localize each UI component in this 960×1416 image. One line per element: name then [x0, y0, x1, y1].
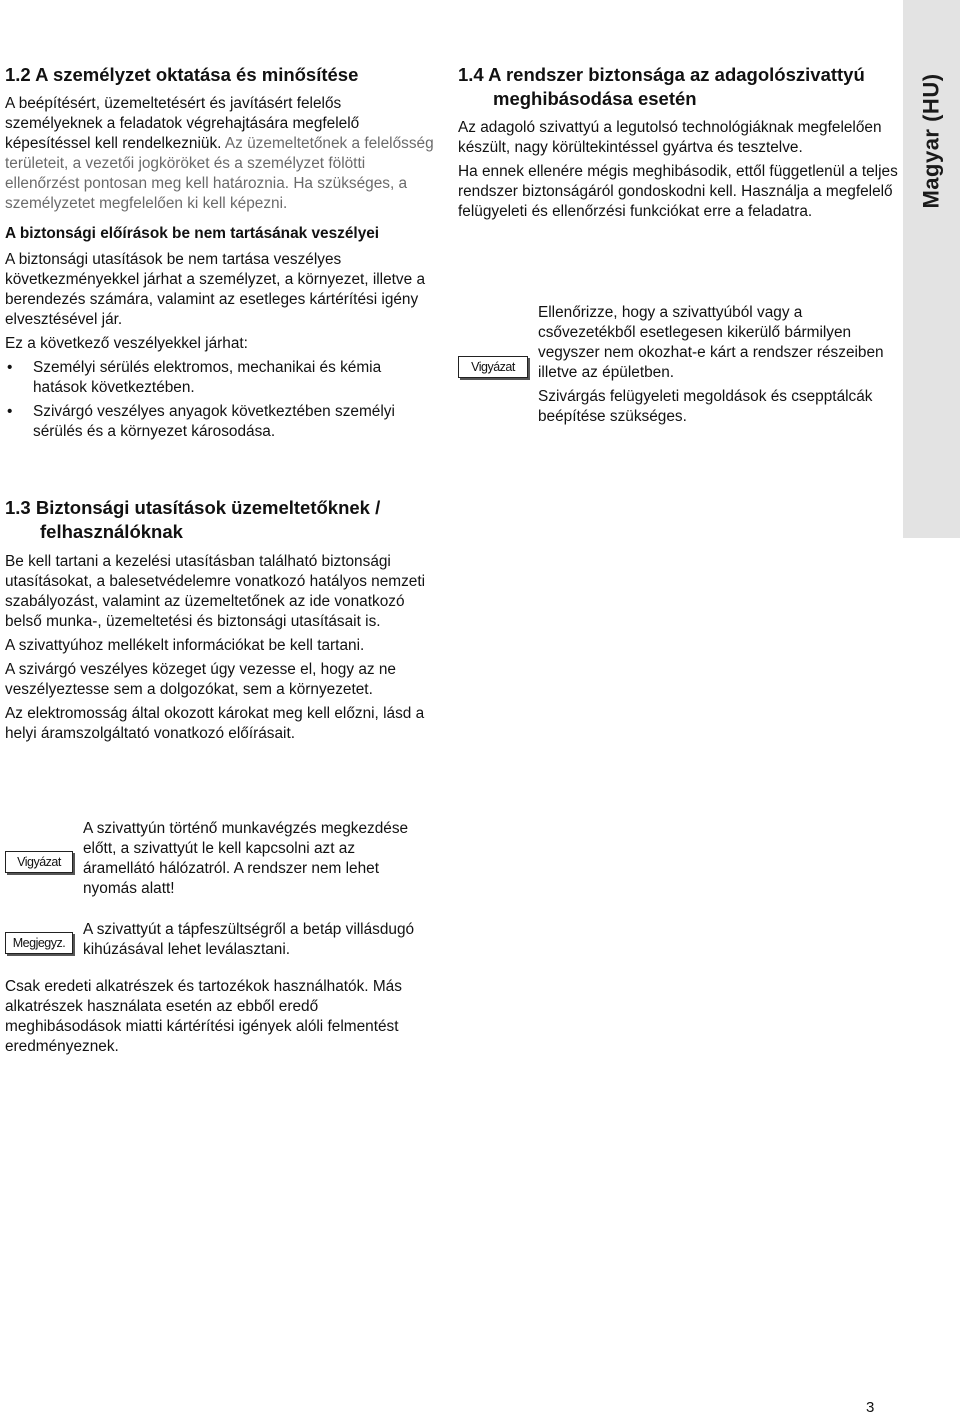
list-item: • Személyi sérülés elektromos, mechanikai és kémia hatások következtében.	[5, 358, 435, 398]
section-1-3-paragraph: Az elektromosság által okozott károkat meg kell előzni, lásd a helyi áramszolgáltató vonatkozó előírásait.	[5, 705, 425, 742]
section-1-3-paragraph: Be kell tartani a kezelési utasításban található biztonsági utasításokat, a balesetvédelemre vonatkozó hatályos nemzeti szabályozást, valamint az üzemeltetőnek az ide vonatkozó belső munka-, üzemeltetési és biztonsági utasításait is.	[5, 553, 426, 630]
page-number: 3	[866, 1399, 875, 1416]
section-1-3-heading: 1.3 Biztonsági utasítások üzemeltetőknek / felhasználóknak	[5, 497, 381, 542]
note-notice	[5, 920, 430, 960]
hazard-subheading: A biztonsági előírások be nem tartásának veszélyei	[5, 225, 380, 242]
section-1-4-paragraph: Az adagoló szivattyú a legutolsó technológiáknak megfelelően készült, nagy körültekintéssel gyártva és tesztelve.	[458, 119, 882, 156]
section-1-4-paragraph: Ha ennek ellenére mégis meghibásodik, ettől függetlenül a teljes rendszer biztonságáról gondoskodni kell. Használja a megfelelő felügyeleti és ellenőrzési funkciókat erre a feladatra.	[458, 163, 898, 220]
caution-badge: Vigyázat	[5, 851, 73, 873]
caution-notice	[5, 819, 430, 899]
section-1-3-paragraph: A szivárgó veszélyes közeget úgy vezesse el, hogy az ne veszélyeztesse sem a dolgozókat, sem a környezetet.	[5, 661, 396, 698]
hazard-list-intro: Ez a következő veszélyekkel járhat:	[5, 335, 248, 352]
caution-text: A szivattyún történő munkavégzés megkezdése előtt, a szivattyút le kell kapcsolni azt az áramellátó hálózatról. A rendszer nem lehet nyomás alatt!	[83, 820, 409, 897]
caution-text: Ellenőrizze, hogy a szivattyúból vagy a csővezetékből esetlegesen kikerülő bármilyen vegyszer nem okozhat-e kárt a rendszer részeiben illetve az épületben.	[538, 304, 884, 381]
list-item: • Szivárgó veszélyes anyagok következtében személyi sérülés és a környezet károsodása.	[5, 402, 435, 442]
caution-badge: Vigyázat	[458, 356, 528, 378]
section-1-3-paragraph: A szivattyúhoz mellékelt információkat be kell tartani.	[5, 637, 365, 654]
section-1-4-heading: 1.4 A rendszer biztonsága az adagolószivattyú meghibásodása esetén	[458, 64, 865, 109]
language-tab-label: Magyar (HU)	[918, 73, 944, 209]
hazard-paragraph: A biztonsági utasítások be nem tartása veszélyes következményekkel járhat a személyzet, a környezet, illetve a berendezés számára, valamint az esetleges kártérítési igény elvesztésével jár.	[5, 251, 426, 328]
note-text: A szivattyút a tápfeszültségről a betáp villásdugó kihúzásával lehet leválasztani.	[83, 921, 415, 958]
caution-text-secondary: Szivárgás felügyeleti megoldások és csepptálcák beépítése szükséges.	[538, 388, 873, 425]
section-1-3	[5, 496, 435, 744]
spare-parts-paragraph: Csak eredeti alkatrészek és tartozékok használhatók. Más alkatrészek használata esetén az ebből eredő meghibásodások miatti kártérítési igények alóli felmentést eredményeznek.	[5, 978, 402, 1055]
caution-notice-system	[458, 303, 898, 427]
note-badge: Megjegyz.	[5, 932, 73, 954]
section-1-2-intro-grey: Az üzemeltetőnek a felelősség területeit, a vezetői jogköröket és a személyzet fölötti ellenőrzést pontosan meg kell határoznia. Ha szükséges, a személyzetet megfelelően ki kell képezni.	[5, 135, 434, 212]
section-1-2	[5, 63, 435, 442]
hazard-list	[5, 358, 435, 442]
section-1-4	[458, 63, 898, 222]
section-1-2-intro-dark: A beépítésért, üzemeltetésért és javításért felelős személyeknek a feladatok végrehajtására megfelelő képesítéssel kell rendelkezniük.	[5, 95, 360, 152]
section-1-2-heading: 1.2 A személyzet oktatása és minősítése	[5, 64, 359, 85]
